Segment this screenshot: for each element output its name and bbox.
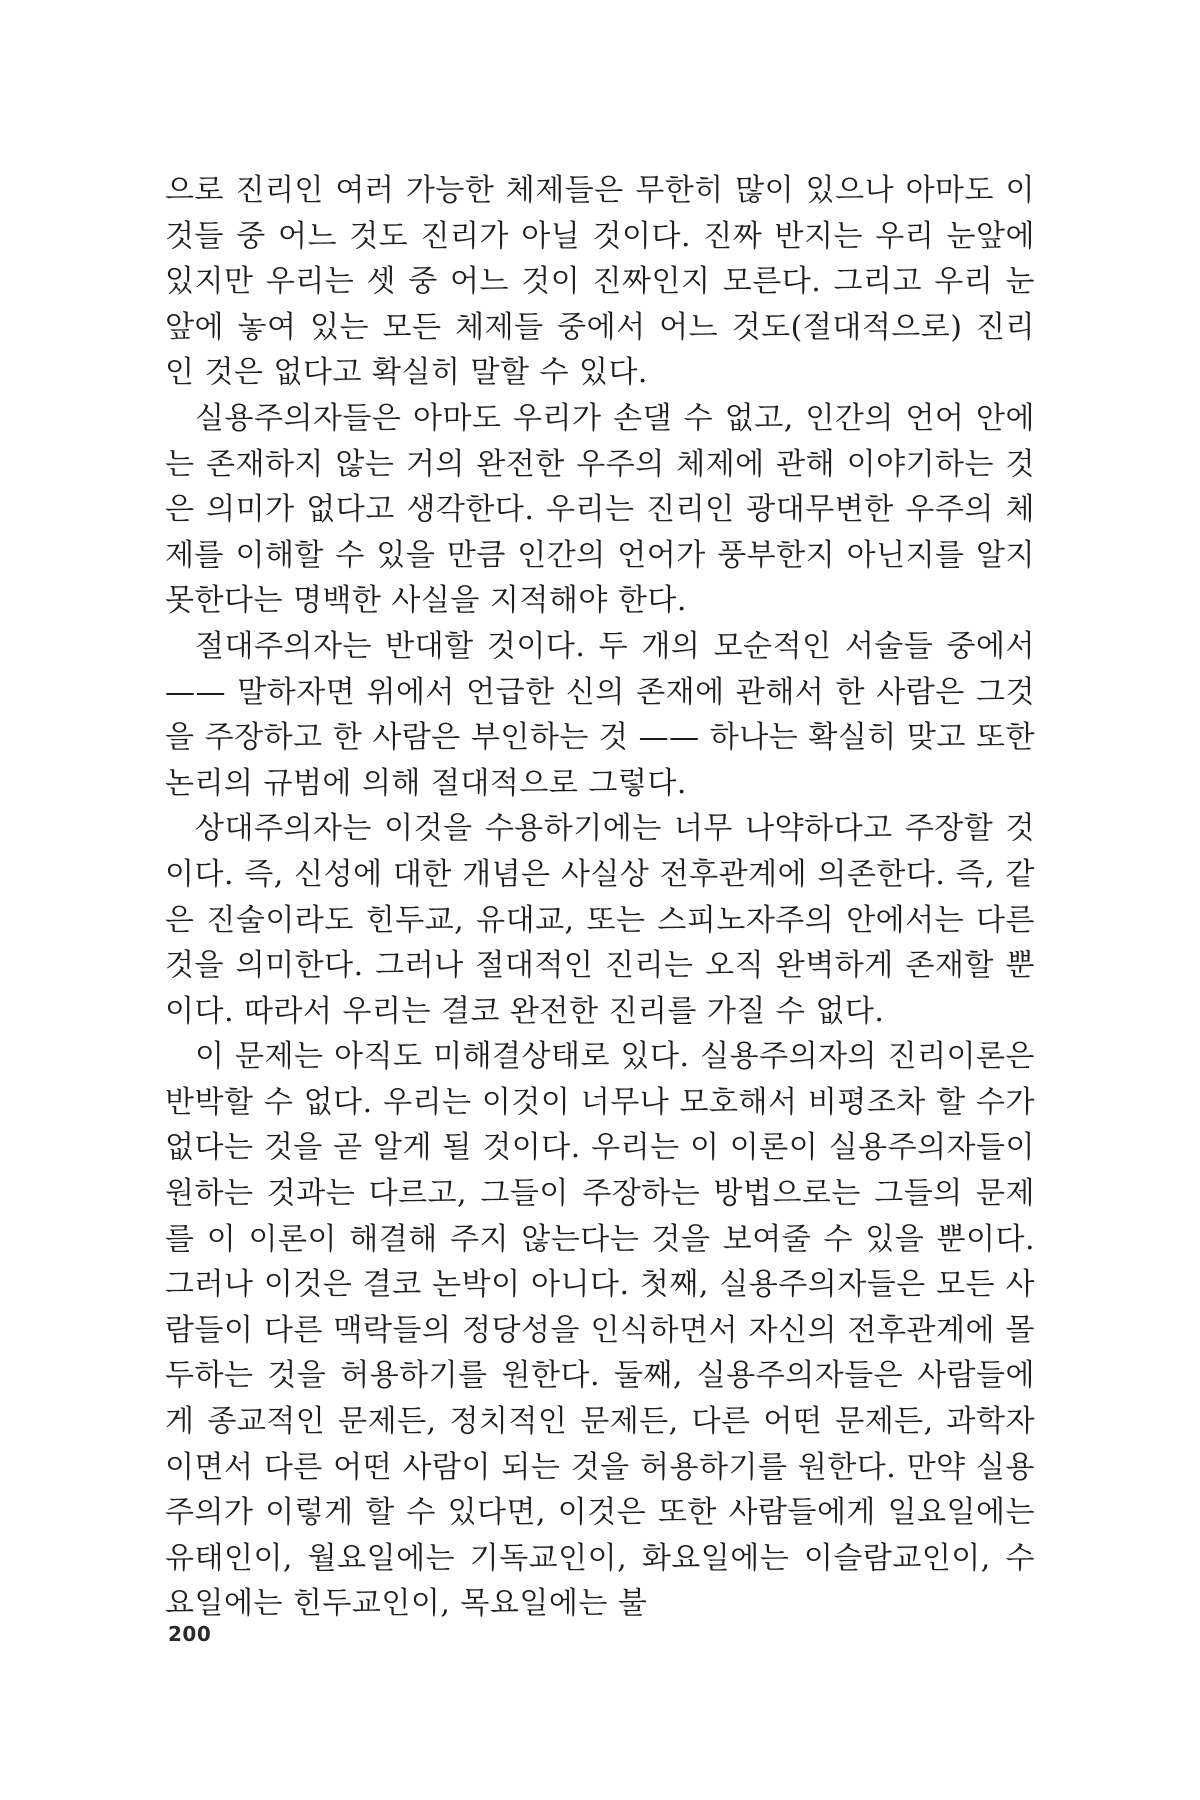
page-number: 200: [168, 1622, 212, 1646]
paragraph-2: 실용주의자들은 아마도 우리가 손댈 수 없고, 인간의 언어 안에는 존재하지 않는 거의 완전한 우주의 체제에 관해 이야기하는 것은 의미가 없다고 생각한다. 우리는 진리인 광대무변한 우주의 체제를 이해할 수 있을 만큼 인간의 언어가 풍부한지 아닌지를 알지 못한다는 명백한 사실을 지적해야 한다.: [165, 400, 1035, 619]
paragraph-3: 절대주의자는 반대할 것이다. 두 개의 모순적인 서술들 중에서 —— 말하자면 위에서 언급한 신의 존재에 관해서 한 사람은 그것을 주장하고 한 사람은 부인하는 것 —— 하나는 확실히 맞고 또한 논리의 규범에 의해 절대적으로 그렇다.: [165, 628, 1035, 801]
body-text: [165, 168, 1035, 1627]
paragraph-1: 으로 진리인 여러 가능한 체제들은 무한히 많이 있으나 아마도 이것들 중 어느 것도 진리가 아닐 것이다. 진짜 반지는 우리 눈앞에 있지만 우리는 셋 중 어느 것이 진짜인지 모른다. 그리고 우리 눈앞에 놓여 있는 모든 체제들 중에서 어느 것도(절대적으로) 진리인 것은 없다고 확실히 말할 수 있다.: [165, 173, 1035, 391]
paragraph-5: 이 문제는 아직도 미해결상태로 있다. 실용주의자의 진리이론은 반박할 수 없다. 우리는 이것이 너무나 모호해서 비평조차 할 수가 없다는 것을 곧 알게 될 것이다. 우리는 이 이론이 실용주의자들이 원하는 것과는 다르고, 그들이 주장하는 방법으로는 그들의 문제를 이 이론이 해결해 주지 않는다는 것을 보여줄 수 있을 뿐이다. 그러나 이것은 결코 논박이 아니다. 첫째, 실용주의자들은 모든 사람들이 다른 맥락들의 정당성을 인식하면서 자신의 전후관계에 몰두하는 것을 허용하기를 원한다. 둘째, 실용주의자들은 사람들에게 종교적인 문제든, 정치적인 문제든, 다른 어떤 문제든, 과학자이면서 다른 어떤 사람이 되는 것을 허용하기를 원한다. 만약 실용주의가 이렇게 할 수 있다면, 이것은 또한 사람들에게 일요일에는 유태인이, 월요일에는 기독교인이, 화요일에는 이슬람교인이, 수요일에는 힌두교인이, 목요일에는 불: [165, 1039, 1035, 1622]
paragraph-4: 상대주의자는 이것을 수용하기에는 너무 나약하다고 주장할 것이다. 즉, 신성에 대한 개념은 사실상 전후관계에 의존한다. 즉, 같은 진술이라도 힌두교, 유대교, 또는 스피노자주의 안에서는 다른 것을 의미한다. 그러나 절대적인 진리는 오직 완벽하게 존재할 뿐이다. 따라서 우리는 결코 완전한 진리를 가질 수 없다.: [165, 811, 1035, 1029]
